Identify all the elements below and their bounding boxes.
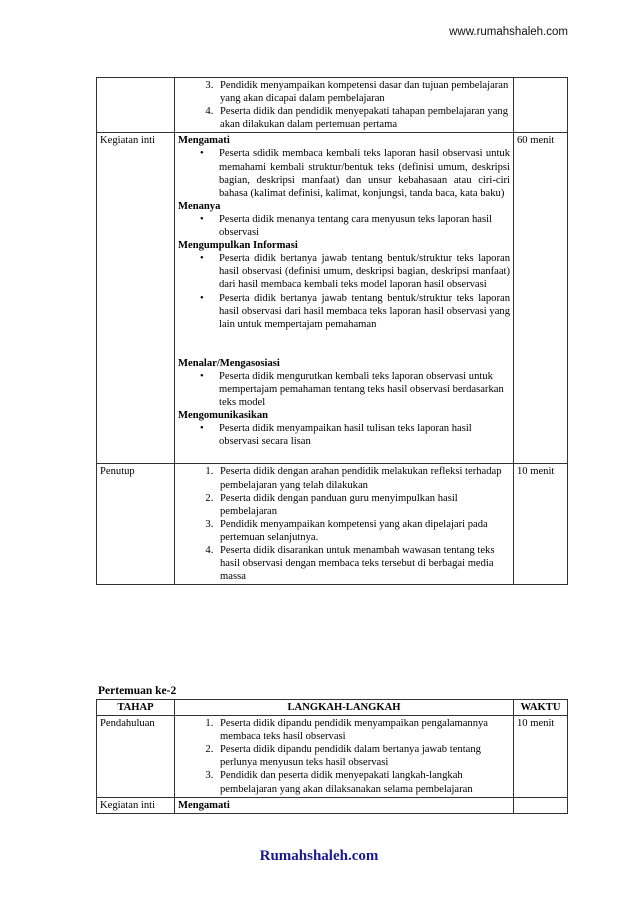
time-cell bbox=[514, 78, 568, 133]
steps-cell bbox=[175, 716, 514, 798]
list-item: • Peserta didik bertanya jawab tentang bentuk/struktur teks laporan hasil observasi dari hasil membaca teks laporan hasil observasi yang lain untuk mempertajam pemahaman bbox=[216, 292, 510, 331]
time-cell bbox=[514, 797, 568, 813]
steps-cell bbox=[175, 78, 514, 133]
subheading: Mengomunikasikan bbox=[178, 410, 269, 422]
list-item: • Peserta didik mengurutkan kembali teks laporan observasi untuk mempertajam pemahaman tentang teks hasil observasi berdasarkan teks model bbox=[216, 370, 510, 409]
lesson-table-2 bbox=[96, 699, 568, 814]
steps-cell bbox=[175, 797, 514, 813]
stage-cell: Penutup bbox=[97, 464, 175, 585]
bullet-list bbox=[178, 213, 510, 239]
list-item: 3. Pendidik dan peserta didik menyepakati langkah-langkah pembelajaran yang akan dilaksanakan selama pembelajaran bbox=[216, 769, 510, 795]
subheading: Menanya bbox=[178, 200, 221, 212]
bullet-list bbox=[178, 370, 510, 409]
stage-cell: Pendahuluan bbox=[97, 716, 175, 798]
list-item: 2. Peserta didik dipandu pendidik dalam bertanya jawab tentang perlunya menyusun teks hasil observasi bbox=[216, 743, 510, 769]
table-row bbox=[97, 133, 568, 464]
header-waktu: WAKTU bbox=[514, 700, 568, 716]
header-langkah: LANGKAH-LANGKAH bbox=[175, 700, 514, 716]
subheading: Mengamati bbox=[178, 799, 230, 811]
list-item: • Peserta didik bertanya jawab tentang bentuk/struktur teks laporan hasil observasi (definisi umum, deskripsi bagian, deskripsi manfaat) dari hasil membaca kembali teks model laporan hasil observasi bbox=[216, 252, 510, 291]
closing-list bbox=[178, 465, 510, 583]
list-item: 3. Pendidik menyampaikan kompetensi dasar dan tujuan pembelajaran yang akan dicapai dalam pembelajaran bbox=[216, 79, 510, 105]
site-url: www.rumahshaleh.com bbox=[449, 26, 568, 38]
time-cell: 10 menit bbox=[514, 464, 568, 585]
lesson-table-1 bbox=[96, 77, 568, 585]
subheading: Mengumpulkan Informasi bbox=[178, 240, 298, 252]
bullet-list bbox=[178, 252, 510, 331]
intro-list bbox=[178, 79, 510, 131]
stage-cell bbox=[97, 78, 175, 133]
list-item: 3. Pendidik menyampaikan kompetensi yang akan dipelajari pada pertemuan selanjutnya. bbox=[216, 518, 510, 544]
list-item: 1. Peserta didik dengan arahan pendidik melakukan refleksi terhadap pembelajaran yang telah dilakukan bbox=[216, 465, 510, 491]
subheading: Mengamati bbox=[178, 135, 230, 147]
list-item: 4. Peserta didik dan pendidik menyepakati tahapan pembelajaran yang akan dilakukan dalam pertemuan pertama bbox=[216, 105, 510, 131]
table-row bbox=[97, 716, 568, 798]
table-row bbox=[97, 78, 568, 133]
time-cell: 60 menit bbox=[514, 133, 568, 464]
steps-cell bbox=[175, 133, 514, 464]
list-item: 4. Peserta didik disarankan untuk menambah wawasan tentang teks hasil observasi dengan membaca teks tersebut di berbagai media massa bbox=[216, 544, 510, 583]
intro-list bbox=[178, 717, 510, 796]
time-cell: 10 menit bbox=[514, 716, 568, 798]
bullet-list bbox=[178, 422, 510, 448]
subheading: Menalar/Mengasosiasi bbox=[178, 357, 280, 369]
list-item: 1. Peserta didik dipandu pendidik menyampaikan pengalamannya membaca teks hasil observasi bbox=[216, 717, 510, 743]
list-item: 2. Peserta didik dengan panduan guru menyimpulkan hasil pembelajaran bbox=[216, 492, 510, 518]
list-item: • Peserta sdidik membaca kembali teks laporan hasil observasi untuk memahami kembali struktur/bentuk teks (definisi umum, deskripsi bagian, deskripsi manfaat) dan unsur kebahasaan atau ciri-ciri bahasa (kalimat definisi, kalimat, konjungsi, tanda baca, kata baku) bbox=[216, 147, 510, 199]
bullet-list bbox=[178, 147, 510, 199]
table-row bbox=[97, 464, 568, 585]
section-title: Pertemuan ke-2 bbox=[98, 685, 177, 697]
footer-brand: Rumahshaleh.com bbox=[259, 848, 379, 864]
table-header-row bbox=[97, 700, 568, 716]
stage-cell: Kegiatan inti bbox=[97, 133, 175, 464]
steps-cell bbox=[175, 464, 514, 585]
table-row bbox=[97, 797, 568, 813]
header-tahap: TAHAP bbox=[97, 700, 175, 716]
stage-cell: Kegiatan inti bbox=[97, 797, 175, 813]
list-item: • Peserta didik menyampaikan hasil tulisan teks laporan hasil observasi secara lisan bbox=[216, 422, 510, 448]
list-item: • Peserta didik menanya tentang cara menyusun teks laporan hasil observasi bbox=[216, 213, 510, 239]
